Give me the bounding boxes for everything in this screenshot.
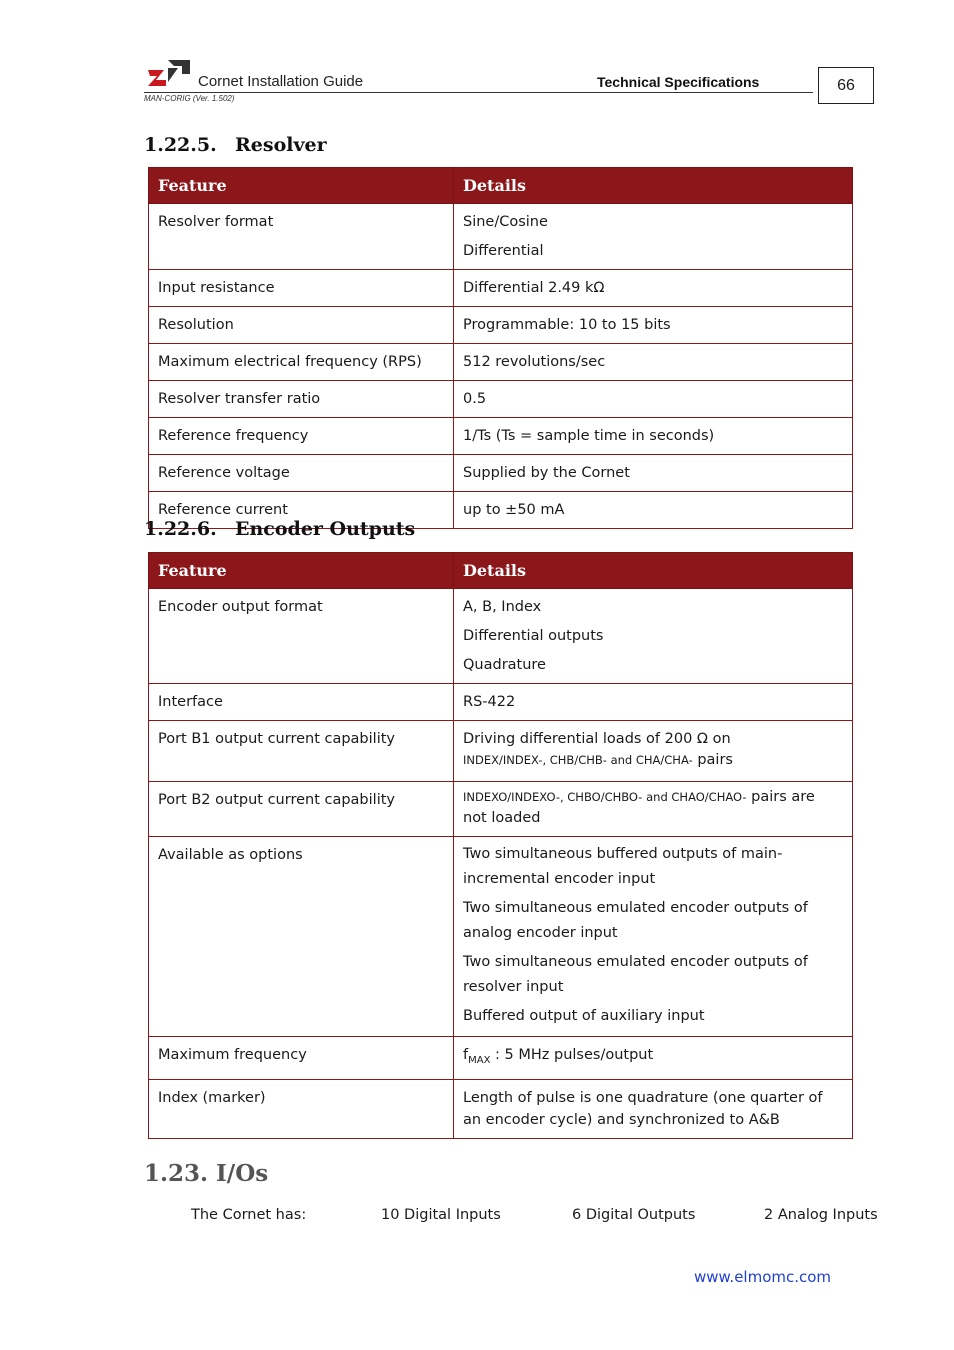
ios-heading-title: I/Os (216, 1160, 269, 1187)
feature-cell: Reference voltage (149, 455, 454, 492)
feature-cell: Interface (149, 684, 454, 721)
table-row (149, 307, 853, 344)
details-line: Quadrature (463, 657, 546, 673)
column-header-feature: Feature (149, 553, 454, 589)
ios-intro: The Cornet has: (191, 1207, 307, 1223)
feature-cell: Port B1 output current capability (149, 721, 454, 782)
details-line: Two simultaneous emulated encoder outputs of resolver input (463, 954, 808, 995)
table-row (149, 837, 853, 1037)
table-row (149, 270, 853, 307)
document-version: MAN-CORIG (Ver. 1.502) (144, 94, 235, 103)
ios-heading (144, 1160, 268, 1187)
feature-cell: Port B2 output current capability (149, 782, 454, 837)
table-row (149, 782, 853, 837)
ios-heading-number: 1.23. (144, 1160, 209, 1187)
details-line: Differential (463, 243, 544, 259)
feature-cell: Index (marker) (149, 1079, 454, 1138)
details-cell (454, 1037, 853, 1080)
details-cell: Supplied by the Cornet (454, 455, 853, 492)
feature-cell: Maximum frequency (149, 1037, 454, 1080)
details-line: Two simultaneous emulated encoder outputs of analog encoder input (463, 900, 808, 941)
table-header-row (149, 168, 853, 204)
resolver-heading (144, 134, 327, 156)
details-cell: 1/Ts (Ts = sample time in seconds) (454, 418, 853, 455)
feature-cell: Available as options (149, 837, 454, 1037)
feature-cell: Maximum electrical frequency (RPS) (149, 344, 454, 381)
details-cell: 512 revolutions/sec (454, 344, 853, 381)
details-line: Two simultaneous buffered outputs of main-incremental encoder input (463, 846, 783, 887)
signal-names: INDEXO/INDEXO-, CHBO/CHBO- and CHAO/CHAO- (463, 790, 747, 804)
details-cell (454, 782, 853, 837)
column-header-details: Details (454, 168, 853, 204)
details-line: A, B, Index (463, 599, 542, 615)
table-row (149, 455, 853, 492)
table-row (149, 1079, 853, 1138)
table-header-row (149, 553, 853, 589)
details-cell (454, 204, 853, 270)
table-row (149, 721, 853, 782)
feature-cell: Resolver format (149, 204, 454, 270)
feature-cell: Resolver transfer ratio (149, 381, 454, 418)
details-cell: Length of pulse is one quadrature (one quarter of an encoder cycle) and synchronized to A&B (454, 1079, 853, 1138)
encoder-heading-number: 1.22.6. (144, 518, 217, 540)
table-row (149, 344, 853, 381)
details-line (463, 750, 843, 770)
website-link[interactable]: www.elmomc.com (694, 1268, 832, 1286)
feature-cell: Reference frequency (149, 418, 454, 455)
signal-names: INDEX/INDEX-, CHB/CHB- and CHA/CHA- (463, 753, 693, 767)
document-title: Cornet Installation Guide (198, 73, 364, 90)
chapter-title: Technical Specifications (597, 74, 760, 90)
ios-item: 6 Digital Outputs (572, 1207, 696, 1223)
details-cell (454, 721, 853, 782)
resolver-heading-title: Resolver (235, 134, 327, 156)
table-row (149, 589, 853, 684)
feature-cell: Input resistance (149, 270, 454, 307)
signal-suffix: pairs (692, 752, 733, 768)
details-cell: Differential 2.49 kΩ (454, 270, 853, 307)
feature-cell: Reference current (149, 492, 454, 529)
details-cell (454, 589, 853, 684)
table-row (149, 1037, 853, 1080)
elmo-logo-icon (148, 58, 190, 88)
resolver-table (148, 167, 853, 529)
table-row (149, 381, 853, 418)
table-row (149, 418, 853, 455)
resolver-heading-number: 1.22.5. (144, 134, 217, 156)
encoder-heading (144, 518, 415, 540)
details-line: Differential outputs (463, 628, 604, 644)
details-line: Sine/Cosine (463, 214, 548, 230)
column-header-details: Details (454, 553, 853, 589)
ios-item: 10 Digital Inputs (381, 1207, 501, 1223)
table-row (149, 684, 853, 721)
details-cell: 0.5 (454, 381, 853, 418)
encoder-heading-title: Encoder Outputs (235, 518, 416, 540)
details-line: Buffered output of auxiliary input (463, 1008, 705, 1024)
details-line: Driving differential loads of 200 Ω on (463, 731, 731, 747)
encoder-table (148, 552, 853, 1139)
column-header-feature: Feature (149, 168, 454, 204)
ios-item: 2 Analog Inputs (764, 1207, 878, 1223)
feature-cell: Encoder output format (149, 589, 454, 684)
page-number: 66 (818, 67, 874, 104)
frequency-value: : 5 MHz pulses/output (490, 1047, 654, 1063)
frequency-symbol: f (463, 1047, 469, 1063)
details-cell (454, 837, 853, 1037)
signal-suffix: pairs are not loaded (463, 789, 815, 826)
details-cell: Programmable: 10 to 15 bits (454, 307, 853, 344)
details-cell: RS-422 (454, 684, 853, 721)
feature-cell: Resolution (149, 307, 454, 344)
table-row (149, 204, 853, 270)
header-divider (144, 92, 813, 93)
details-cell: up to ±50 mA (454, 492, 853, 529)
frequency-subscript: MAX (468, 1054, 491, 1066)
